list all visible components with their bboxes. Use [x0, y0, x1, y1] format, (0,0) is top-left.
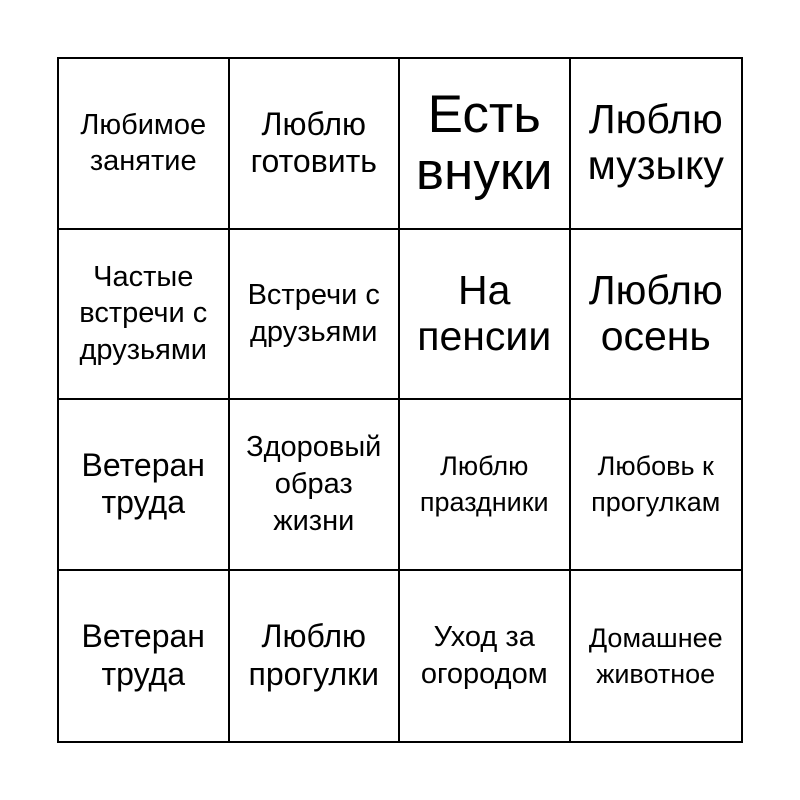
- bingo-cell: [571, 400, 742, 571]
- cell-text: Частые встречи с друзьями: [79, 260, 208, 367]
- bingo-cell: [400, 230, 571, 401]
- bingo-cell: [400, 571, 571, 742]
- bingo-cell: [230, 230, 401, 401]
- cell-text: Встречи с друзьями: [247, 279, 380, 348]
- cell-text: Люблю осень: [588, 266, 723, 359]
- cell-text: Здоровый образ жизни: [246, 431, 382, 537]
- cell-text: Домашнее животное: [588, 622, 723, 689]
- bingo-cell: [59, 571, 230, 742]
- bingo-cell: [400, 59, 571, 230]
- cell-text: Любовь к прогулкам: [591, 451, 721, 518]
- cell-text: Ветеран труда: [81, 618, 205, 692]
- cell-text: Любимое занятие: [80, 108, 207, 178]
- bingo-cell: [230, 400, 401, 571]
- cell-text: Ветеран труда: [81, 446, 205, 521]
- bingo-cell: [571, 571, 742, 742]
- cell-text: Люблю музыку: [587, 96, 724, 189]
- cell-text: Люблю готовить: [250, 105, 377, 180]
- bingo-cell: [400, 400, 571, 571]
- cell-text: Люблю праздники: [419, 451, 549, 518]
- bingo-cell: [59, 230, 230, 401]
- bingo-cell: [571, 59, 742, 230]
- bingo-board: [57, 57, 743, 743]
- cell-text: На пенсии: [417, 266, 552, 359]
- cell-text: Уход за огородом: [420, 621, 548, 690]
- bingo-cell: [571, 230, 742, 401]
- bingo-cell: [59, 59, 230, 230]
- bingo-cell: [230, 59, 401, 230]
- cell-text: Люблю прогулки: [248, 618, 379, 692]
- cell-text: Есть внуки: [415, 85, 553, 202]
- bingo-cell: [59, 400, 230, 571]
- bingo-cell: [230, 571, 401, 742]
